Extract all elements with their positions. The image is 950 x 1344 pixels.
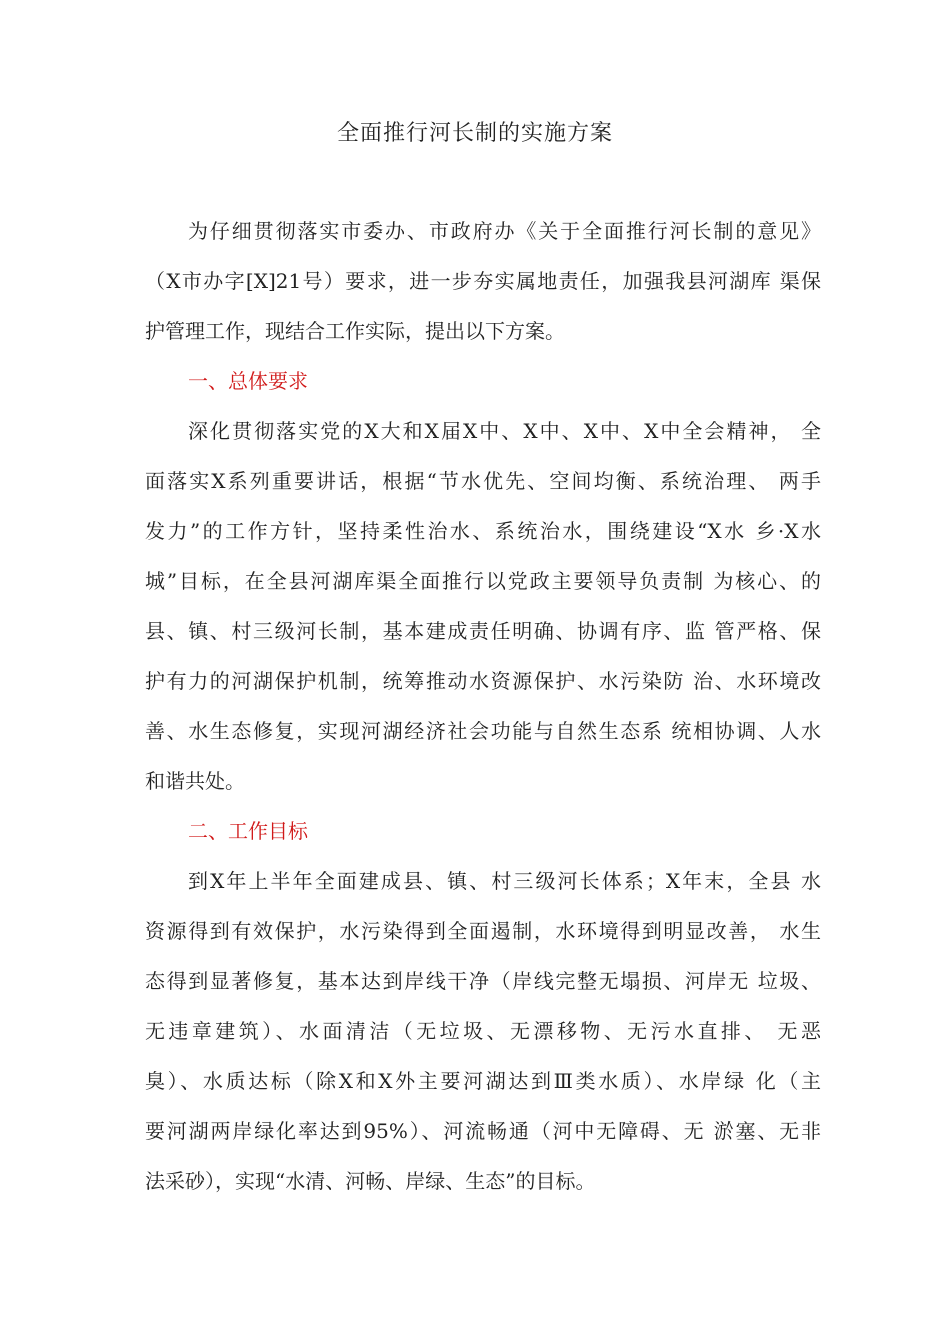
- paragraph-line: 无违章建筑）、水面清洁（无垃圾、无漂移物、无污水直排、 无恶: [145, 1019, 821, 1043]
- paragraph-line: 态得到显著修复，基本达到岸线干净（岸线完整无塌损、河岸无 垃圾、: [145, 969, 821, 993]
- paragraph-line: 要河湖两岸绿化率达到95%）、河流畅通（河中无障碍、无 淤塞、无非: [145, 1119, 821, 1143]
- paragraph-line: 到X年上半年全面建成县、镇、村三级河长体系；X年末，全县 水: [188, 869, 821, 893]
- paragraph-line: 资源得到有效保护，水污染得到全面遏制，水环境得到明显改善， 水生: [145, 919, 821, 943]
- section-heading-work-goals: 二、工作目标: [188, 819, 308, 843]
- paragraph-line: 发力”的工作方针，坚持柔性治水、系统治水，围绕建设“X水 乡·X水: [145, 519, 821, 543]
- paragraph-line: 为仔细贯彻落实市委办、市政府办《关于全面推行河长制的意见》: [188, 219, 821, 243]
- paragraph-line: 臭）、水质达标（除X和X外主要河湖达到Ⅲ类水质）、水岸绿 化（主: [145, 1069, 821, 1093]
- paragraph-line: 深化贯彻落实党的X大和X届X中、X中、X中、X中全会精神， 全: [188, 419, 821, 443]
- document-title: 全面推行河长制的实施方案: [336, 121, 613, 146]
- paragraph-line: 和谐共处。: [145, 769, 245, 793]
- paragraph-line: 城”目标，在全县河湖库渠全面推行以党政主要领导负责制 为核心、的: [145, 569, 821, 593]
- paragraph-line: 护管理工作，现结合工作实际，提出以下方案。: [145, 319, 565, 343]
- paragraph-line: 法采砂），实现“水清、河畅、岸绿、生态”的目标。: [145, 1169, 596, 1193]
- paragraph-line: 护有力的河湖保护机制，统筹推动水资源保护、水污染防 治、水环境改: [145, 669, 821, 693]
- paragraph-line: 县、镇、村三级河长制，基本建成责任明确、协调有序、监 管严格、保: [145, 619, 821, 643]
- paragraph-line: 善、水生态修复，实现河湖经济社会功能与自然生态系 统相协调、人水: [145, 719, 821, 743]
- paragraph-line: 面落实X系列重要讲话，根据“节水优先、空间均衡、系统治理、 两手: [145, 469, 821, 493]
- section-heading-overall-requirements: 一、总体要求: [188, 369, 308, 393]
- paragraph-line: （X市办字[X]21号）要求，进一步夯实属地责任，加强我县河湖库 渠保: [145, 269, 821, 293]
